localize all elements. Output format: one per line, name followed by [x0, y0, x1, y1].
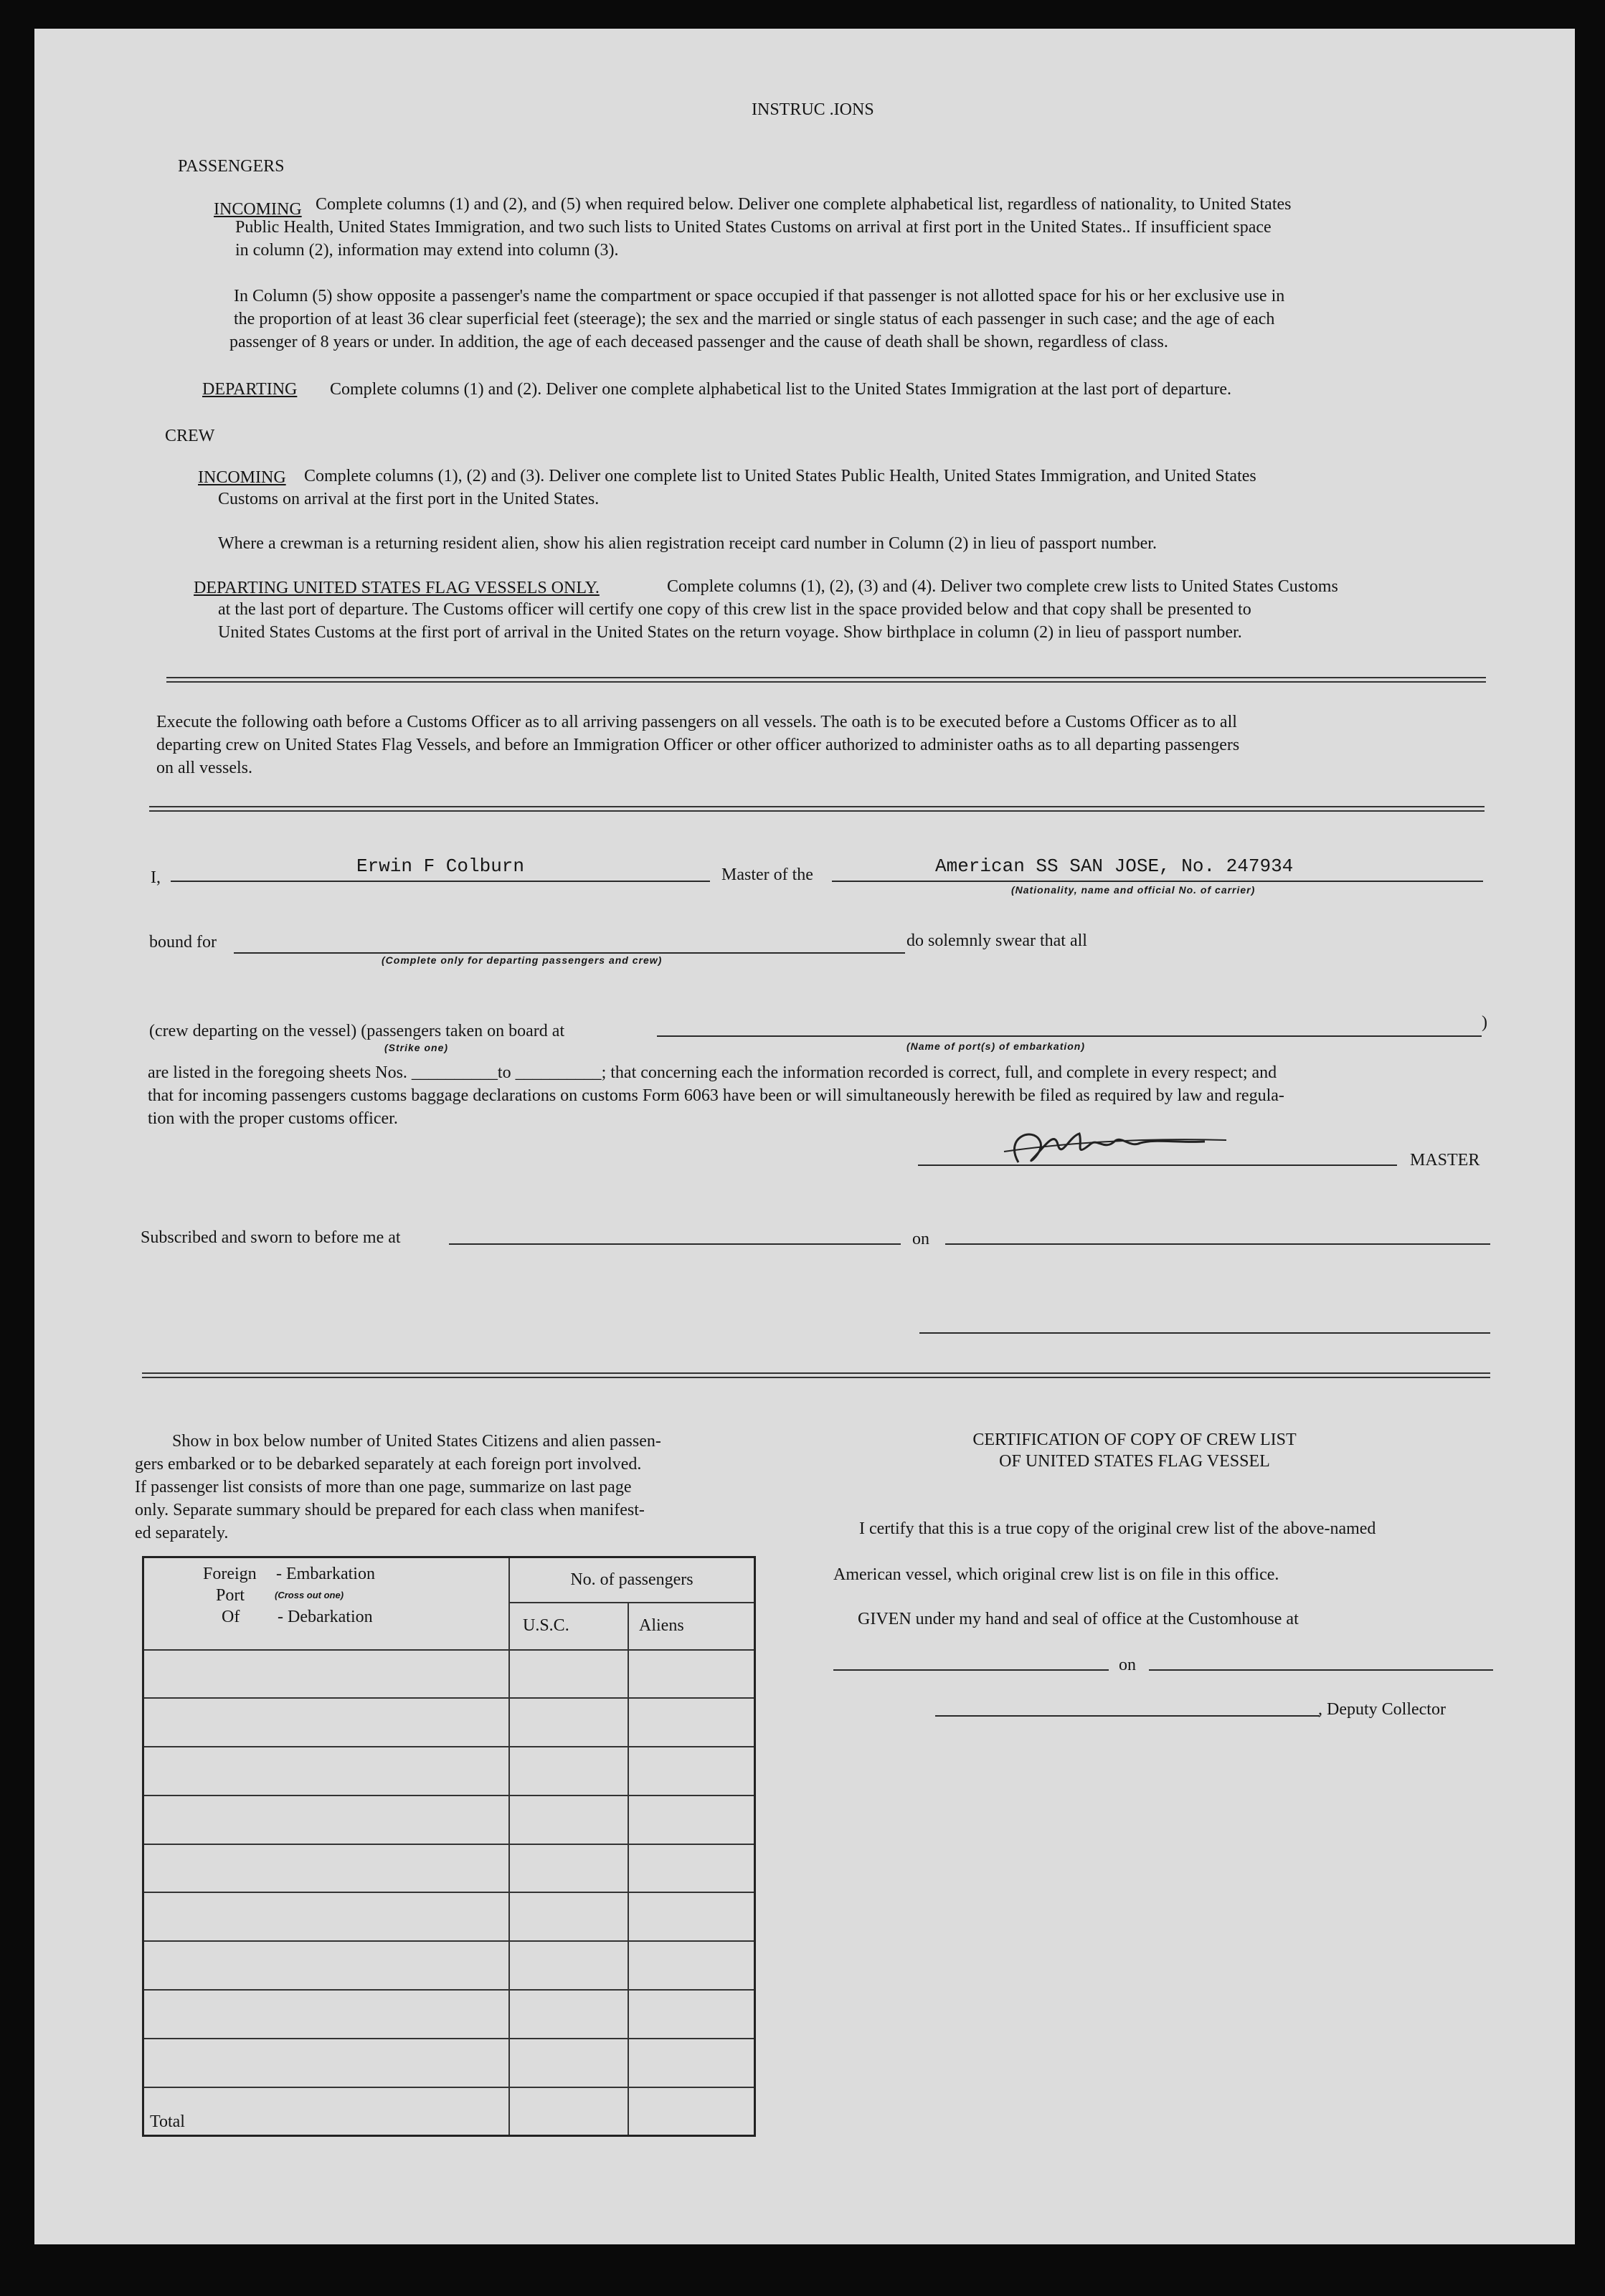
- aliens-cell[interactable]: [628, 2039, 755, 2087]
- embarkation-table: [142, 1556, 756, 2137]
- port-header-cell: [143, 1557, 510, 1650]
- deputy-signature-line: [935, 1715, 1320, 1717]
- col-of: Of: [222, 1608, 240, 1626]
- total-row: [143, 2087, 755, 2136]
- passengers-heading: PASSENGERS: [178, 157, 285, 176]
- total-usc-cell[interactable]: [509, 2087, 628, 2136]
- certification-on-label: on: [1119, 1656, 1136, 1674]
- usc-cell[interactable]: [509, 1795, 628, 1844]
- flag-vessels-line3: United States Customs at the first port of arrival in the United States on the return voyage. Show birthplace in column (2) in lieu of passport number.: [218, 623, 1242, 642]
- aliens-cell[interactable]: [628, 1795, 755, 1844]
- usc-cell[interactable]: [509, 1698, 628, 1747]
- passengers-incoming-line1: Complete columns (1) and (2), and (5) when required below. Deliver one complete alphabetical list, regardless of nationality, to United States: [316, 195, 1292, 214]
- section-divider-1: [166, 677, 1486, 683]
- strike-one-caption: (Strike one): [384, 1042, 449, 1053]
- master-name-field[interactable]: Erwin F Colburn: [356, 855, 525, 877]
- passengers-incoming-label: INCOMING: [214, 200, 302, 219]
- passengers-departing-label: DEPARTING: [202, 380, 298, 399]
- column5-line3: passenger of 8 years or under. In addition, the age of each deceased passenger and the cause of death shall be shown, regardless of class.: [229, 333, 1168, 351]
- oath-intro-line2: departing crew on United States Flag Vessels, and before an Immigration Officer or other officer authorized to administer oaths as to all departing passengers: [156, 736, 1240, 754]
- section-divider-3: [142, 1372, 1490, 1378]
- deputy-collector-label: , Deputy Collector: [1318, 1700, 1446, 1719]
- embark-port-line: [657, 1035, 1482, 1037]
- subscribed-label: Subscribed and sworn to before me at: [141, 1228, 401, 1247]
- sworn-date-line: [945, 1243, 1490, 1245]
- summary-line1: Show in box below number of United States Citizens and alien passen-: [172, 1432, 661, 1451]
- usc-cell[interactable]: [509, 1747, 628, 1795]
- table-row: [143, 2039, 755, 2087]
- flag-vessels-line1: Complete columns (1), (2), (3) and (4). Deliver two complete crew lists to United States Customs: [667, 577, 1338, 596]
- total-label: Total: [143, 2087, 510, 2136]
- port-cell[interactable]: [143, 1795, 510, 1844]
- aliens-cell[interactable]: [628, 1941, 755, 1990]
- listed-line2: that for incoming passengers customs baggage declarations on customs Form 6063 have been or will simultaneously herewith be filed as required by law and regula-: [148, 1086, 1284, 1105]
- swear-text: do solemnly swear that all: [906, 931, 1087, 950]
- summary-line4: only. Separate summary should be prepared for each class when manifest-: [135, 1501, 645, 1519]
- table-row: [143, 1844, 755, 1893]
- col-cross-out: (Cross out one): [275, 1590, 344, 1600]
- summary-line5: ed separately.: [135, 1524, 229, 1542]
- officer-signature-line: [919, 1332, 1490, 1334]
- crew-incoming-label: INCOMING: [198, 468, 286, 487]
- column5-line1: In Column (5) show opposite a passenger's name the compartment or space occupied if that passenger is not allotted space for his or her exclusive use in: [234, 287, 1285, 305]
- crew-heading: CREW: [165, 427, 215, 445]
- col-port: Port: [216, 1586, 245, 1605]
- table-header-row: [143, 1557, 755, 1603]
- close-paren: ): [1482, 1013, 1487, 1032]
- bound-for-caption: (Complete only for departing passengers and crew): [382, 954, 663, 966]
- col-debarkation: - Debarkation: [278, 1608, 373, 1626]
- aliens-cell[interactable]: [628, 1698, 755, 1747]
- oath-i-label: I,: [151, 868, 161, 887]
- ports-caption: (Name of port(s) of embarkation): [906, 1040, 1086, 1052]
- port-cell[interactable]: [143, 1747, 510, 1795]
- vessel-caption: (Nationality, name and official No. of carrier): [1011, 884, 1256, 896]
- crew-incoming-line2: Customs on arrival at the first port in the United States.: [218, 490, 600, 508]
- master-label: MASTER: [1410, 1151, 1480, 1170]
- col-no-passengers: No. of passengers: [509, 1557, 755, 1603]
- port-cell[interactable]: [143, 1698, 510, 1747]
- port-cell[interactable]: [143, 1990, 510, 2039]
- certify-line1: I certify that this is a true copy of the original crew list of the above-named: [859, 1519, 1376, 1538]
- total-aliens-cell[interactable]: [628, 2087, 755, 2136]
- usc-cell[interactable]: [509, 1990, 628, 2039]
- col-usc: U.S.C.: [509, 1603, 628, 1650]
- passengers-incoming-line3: in column (2), information may extend into column (3).: [235, 241, 619, 260]
- bound-for-label: bound for: [149, 933, 217, 952]
- summary-line2: gers embarked or to be debarked separately at each foreign port involved.: [135, 1455, 642, 1474]
- sworn-on-label: on: [912, 1230, 929, 1248]
- usc-cell[interactable]: [509, 1844, 628, 1893]
- master-of-label: Master of the: [721, 865, 813, 884]
- col-aliens: Aliens: [628, 1603, 755, 1650]
- column5-line2: the proportion of at least 36 clear superficial feet (steerage); the sex and the married or single status of each passenger in such case; and the age of each: [234, 310, 1275, 328]
- col-embarkation: - Embarkation: [276, 1565, 375, 1583]
- crew-incoming-line1: Complete columns (1), (2) and (3). Deliver one complete list to United States Public Health, United States Immigration, and United States: [304, 467, 1256, 485]
- aliens-cell[interactable]: [628, 1892, 755, 1941]
- summary-line3: If passenger list consists of more than one page, summarize on last page: [135, 1478, 632, 1496]
- port-cell[interactable]: [143, 1941, 510, 1990]
- port-cell[interactable]: [143, 1892, 510, 1941]
- oath-intro-line3: on all vessels.: [156, 759, 252, 777]
- table-row: [143, 1747, 755, 1795]
- customhouse-line: [833, 1669, 1109, 1671]
- col-foreign: Foreign: [203, 1565, 257, 1583]
- aliens-cell[interactable]: [628, 1844, 755, 1893]
- certification-title-line1: CERTIFICATION OF COPY OF CREW LIST: [972, 1431, 1297, 1449]
- port-cell[interactable]: [143, 2039, 510, 2087]
- table-row: [143, 1698, 755, 1747]
- table-row: [143, 1941, 755, 1990]
- flag-vessels-line2: at the last port of departure. The Customs officer will certify one copy of this crew list in the space provided below and that copy shall be presented to: [218, 600, 1251, 619]
- section-divider-2: [149, 806, 1485, 812]
- master-signature: [990, 1123, 1248, 1173]
- certification-title-line2: OF UNITED STATES FLAG VESSEL: [999, 1452, 1270, 1471]
- vessel-field[interactable]: American SS SAN JOSE, No. 247934: [935, 855, 1294, 877]
- port-cell[interactable]: [143, 1650, 510, 1699]
- oath-intro-line1: Execute the following oath before a Customs Officer as to all arriving passengers on all vessels. The oath is to be executed before a Customs Officer as to all: [156, 713, 1237, 731]
- passengers-departing-text: Complete columns (1) and (2). Deliver one complete alphabetical list to the United States Immigration at the last port of departure.: [330, 380, 1231, 399]
- aliens-cell[interactable]: [628, 1650, 755, 1699]
- aliens-cell[interactable]: [628, 1990, 755, 2039]
- table-row: [143, 1650, 755, 1699]
- crewman-text: Where a crewman is a returning resident alien, show his alien registration receipt card number in Column (2) in lieu of passport number.: [218, 534, 1157, 553]
- given-text: GIVEN under my hand and seal of office at the Customhouse at: [858, 1610, 1299, 1628]
- certify-line2: American vessel, which original crew list is on file in this office.: [833, 1565, 1279, 1584]
- flag-vessels-label: DEPARTING UNITED STATES FLAG VESSELS ONLY.: [194, 579, 600, 597]
- table-row: [143, 1990, 755, 2039]
- certification-date-line: [1149, 1669, 1493, 1671]
- listed-line3: tion with the proper customs officer.: [148, 1109, 398, 1128]
- sworn-place-line: [449, 1243, 901, 1245]
- usc-cell[interactable]: [509, 1892, 628, 1941]
- vessel-line: [832, 881, 1483, 882]
- aliens-cell[interactable]: [628, 1747, 755, 1795]
- master-name-line: [171, 881, 710, 882]
- table-row: [143, 1892, 755, 1941]
- crew-departing-text: (crew departing on the vessel) (passengers taken on board at: [149, 1022, 565, 1040]
- usc-cell[interactable]: [509, 1650, 628, 1699]
- port-cell[interactable]: [143, 1844, 510, 1893]
- usc-cell[interactable]: [509, 1941, 628, 1990]
- listed-line1: are listed in the foregoing sheets Nos. __________to __________; that concerning each the information recorded is correct, full, and complete in every respect; and: [148, 1063, 1277, 1082]
- passengers-incoming-line2: Public Health, United States Immigration, and two such lists to United States Customs on arrival at first port in the United States.. If insufficient space: [235, 218, 1272, 237]
- usc-cell[interactable]: [509, 2039, 628, 2087]
- table-row: [143, 1795, 755, 1844]
- instructions-title: INSTRUC .IONS: [752, 100, 874, 119]
